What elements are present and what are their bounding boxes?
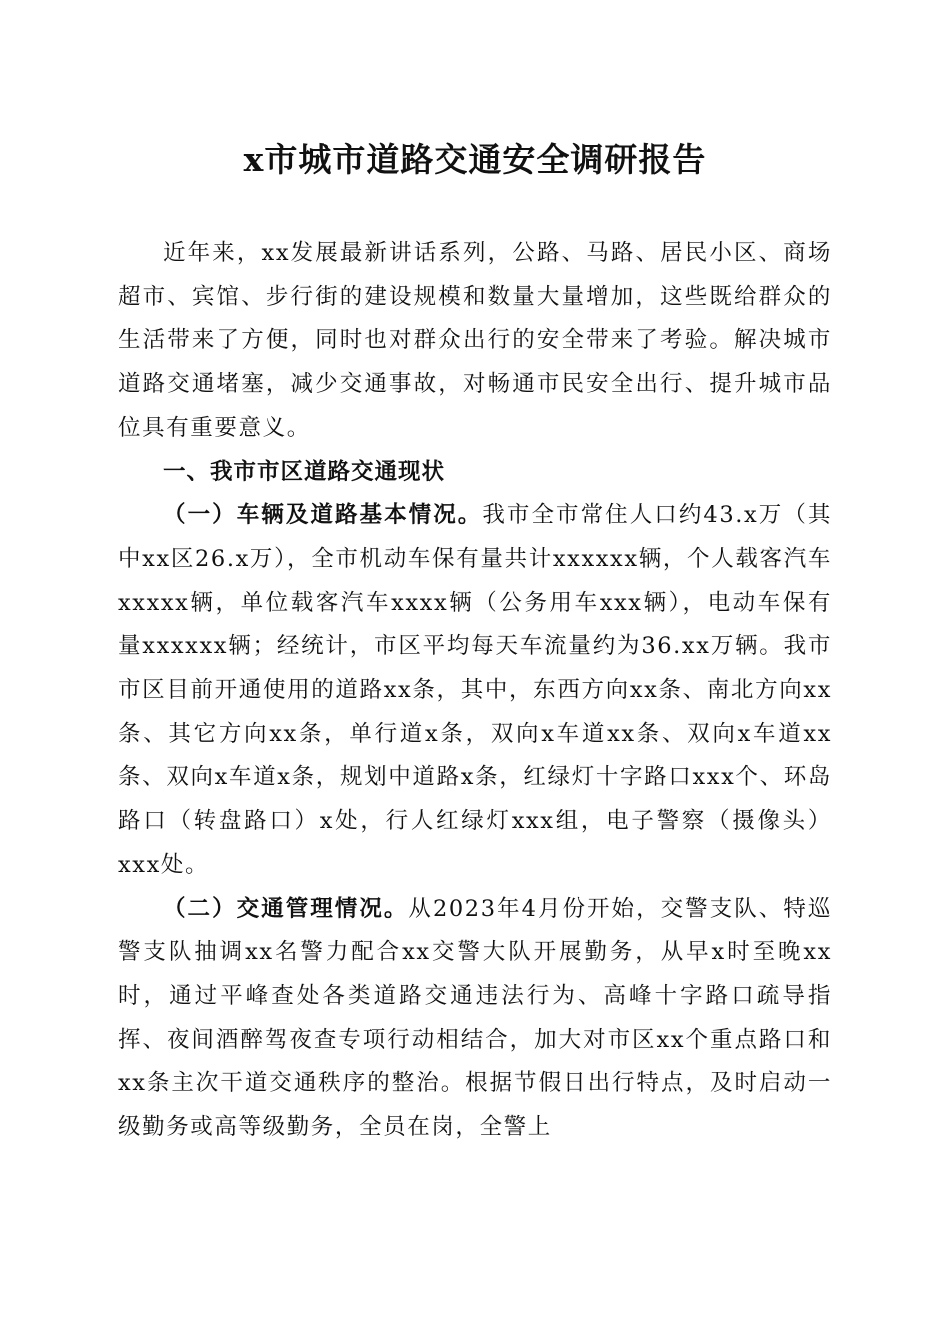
section-heading: 一、我市市区道路交通现状 [163, 458, 446, 485]
document-title: x市城市道路交通安全调研报告 [243, 140, 707, 179]
paragraph-vehicles-roads [118, 494, 832, 887]
paragraph-lead: （二）交通管理情况。 [163, 895, 409, 922]
intro-paragraph: 近年来，xx发展最新讲话系列，公路、马路、居民小区、商场超市、宾馆、步行街的建设规模和数量大量增加，这些既给群众的生活带来了方便，同时也对群众出行的安全带来了考验。解决城市道路交通堵塞，减少交通事故，对畅通市民安全出行、提升城市品位具有重要意义。 [118, 240, 832, 441]
paragraph-text: 我市全市常住人口约43.x万（其中xx区26.x万），全市机动车保有量共计xxxxxx辆，个人载客汽车xxxxx辆，单位载客汽车xxxx辆（公务用车xxx辆），电动车保有量xxxxxx辆；经统计，市区平均每天车流量约为36.xx万辆。我市市区目前开通使用的道路xx条，其中，东西方向xx条、南北方向xx条、其它方向xx条，单行道x条，双向x车道xx条、双向x车道xx条、双向x车道x条，规划中道路x条，红绿灯十字路口xxx个、环岛路口（转盘路口）x处，行人红绿灯xxx组，电子警察（摄像头）xxx处。 [118, 502, 832, 878]
paragraph-lead: （一）车辆及道路基本情况。 [163, 502, 483, 529]
paragraph-traffic-management [118, 888, 832, 1150]
document-body [118, 232, 832, 1150]
paragraph-text: 从2023年4月份开始，交警支队、特巡警支队抽调xx名警力配合xx交警大队开展勤务，从早x时至晚xx时，通过平峰查处各类道路交通违法行为、高峰十字路口疏导指挥、夜间酒醉驾夜查专项行动相结合，加大对市区xx个重点路口和xx条主次干道交通秩序的整治。根据节假日出行特点，及时启动一级勤务或高等级勤务，全员在岗，全警上 [118, 895, 832, 1141]
